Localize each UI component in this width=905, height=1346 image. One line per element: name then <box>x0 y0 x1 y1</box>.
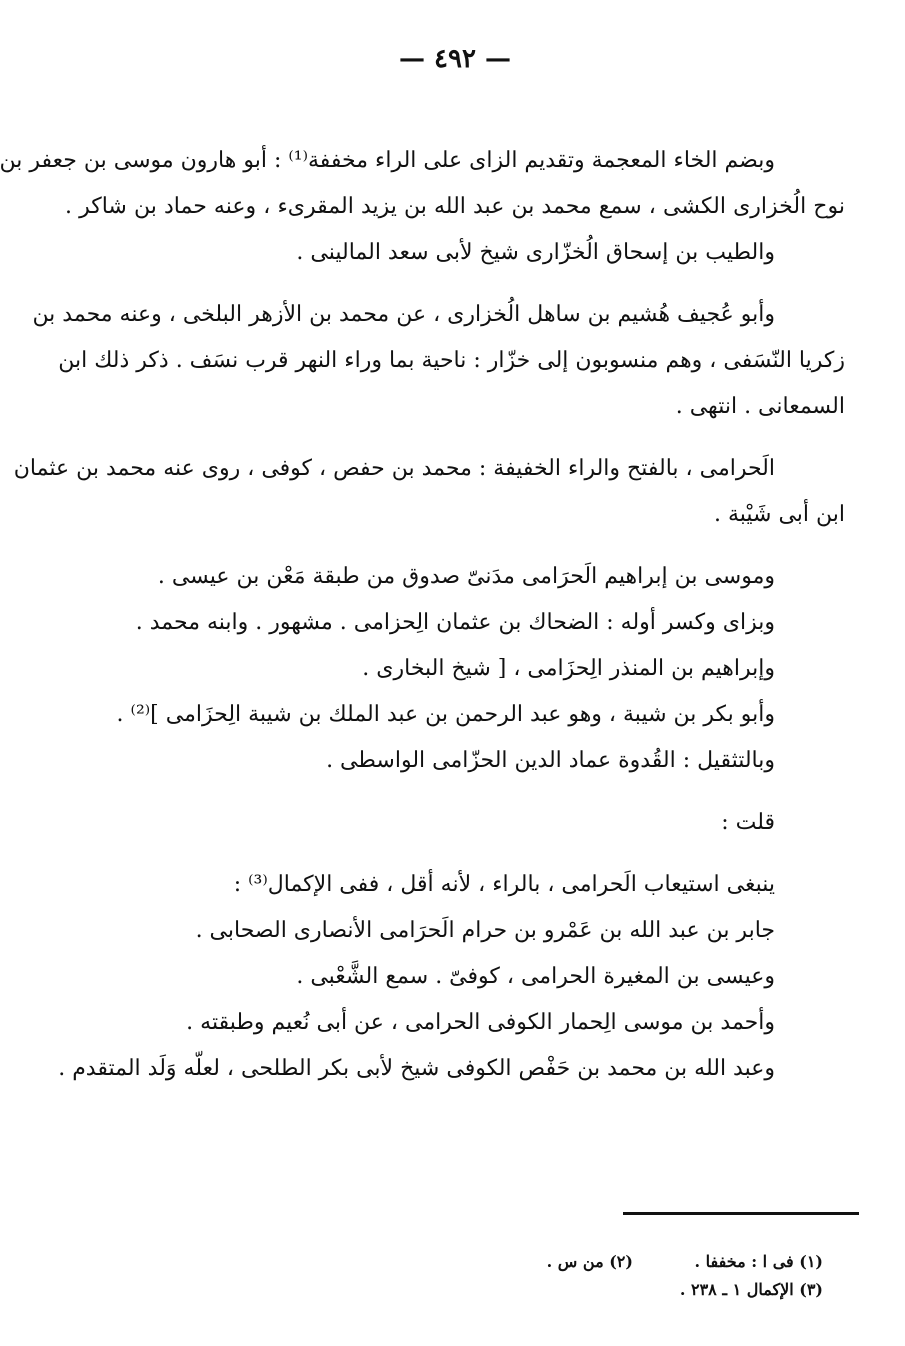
footnote-divider <box>623 1212 859 1215</box>
text-line: زكريا النّسَفى ، وهم منسوبون إلى خزّار : ناحية بما وراء النهر قرب نسَف . ذكر ذلك ابن <box>58 348 845 373</box>
text-line: وأبو عُجيف هُشيم بن ساهل الُخزارى ، عن محمد بن الأزهر البلخى ، وعنه محمد بن <box>32 302 775 327</box>
text-line: وبالتثقيل : القُدوة عماد الدين الحزّامى الواسطى . <box>326 748 775 773</box>
page-body <box>0 138 845 1092</box>
text-line: وعبد الله بن محمد بن حَفْص الكوفى شيخ لأبى بكر الطلحى ، لعلّه وَلَد المتقدم . <box>58 1056 775 1081</box>
footnote-3: (٣) الإكمال ١ ـ ٢٣٨ . <box>679 1280 823 1299</box>
text-line: وأبو بكر بن شيبة ، وهو عبد الرحمن بن عبد الملك بن شيبة الِحزَامى ]⁽²⁾ . <box>116 702 775 727</box>
text-line: نوح الُخزارى الكشى ، سمع محمد بن عبد الله بن يزيد المقرىء ، وعنه حماد بن شاكر . <box>65 194 845 219</box>
page-number: — ٤٩٢ — <box>398 44 512 74</box>
text-line: وعيسى بن المغيرة الحرامى ، كوفىّ . سمع الشَّعْبى . <box>296 964 775 989</box>
footnotes <box>403 1248 823 1304</box>
text-line: السمعانى . انتهى . <box>675 394 845 419</box>
text-line: وبضم الخاء المعجمة وتقديم الزاى على الراء مخففة⁽¹⁾ : أبو هارون موسى بن جعفر بن <box>0 148 775 173</box>
footnote-2: (٢) من س . <box>546 1252 633 1271</box>
text-line: وموسى بن إبراهيم الَحرَامى مدَنىّ صدوق من طبقة مَعْن بن عيسى . <box>157 564 775 589</box>
text-line: وبزاى وكسر أوله : الضحاك بن عثمان الِحزامى . مشهور . وابنه محمد . <box>135 610 775 635</box>
text-line: وأحمد بن موسى الِحمار الكوفى الحرامى ، عن أبى نُعيم وطبقته . <box>186 1010 775 1035</box>
text-line: قلت : <box>721 810 775 835</box>
text-line: وإبراهيم بن المنذر الِحزَامى ، [ شيخ البخارى . <box>362 656 775 681</box>
text-line: والطيب بن إسحاق الُخزّارى شيخ لأبى سعد المالينى . <box>296 240 775 265</box>
footnote-row <box>403 1248 823 1276</box>
footnote-row <box>403 1276 823 1304</box>
text-line: ابن أبى شَيْبة . <box>713 502 845 527</box>
text-line: جابر بن عبد الله بن عَمْرو بن حرام الَحرَامى الأنصارى الصحابى . <box>195 918 775 943</box>
text-line: ينبغى استيعاب الَحرامى ، بالراء ، لأنه أقل ، ففى الإكمال⁽³⁾ : <box>233 872 775 897</box>
text-line: الَحرامى ، بالفتح والراء الخفيفة : محمد بن حفص ، كوفى ، روى عنه محمد بن عثمان <box>13 456 775 481</box>
footnote-1: (١) فى ا : مخففا . <box>694 1252 823 1271</box>
